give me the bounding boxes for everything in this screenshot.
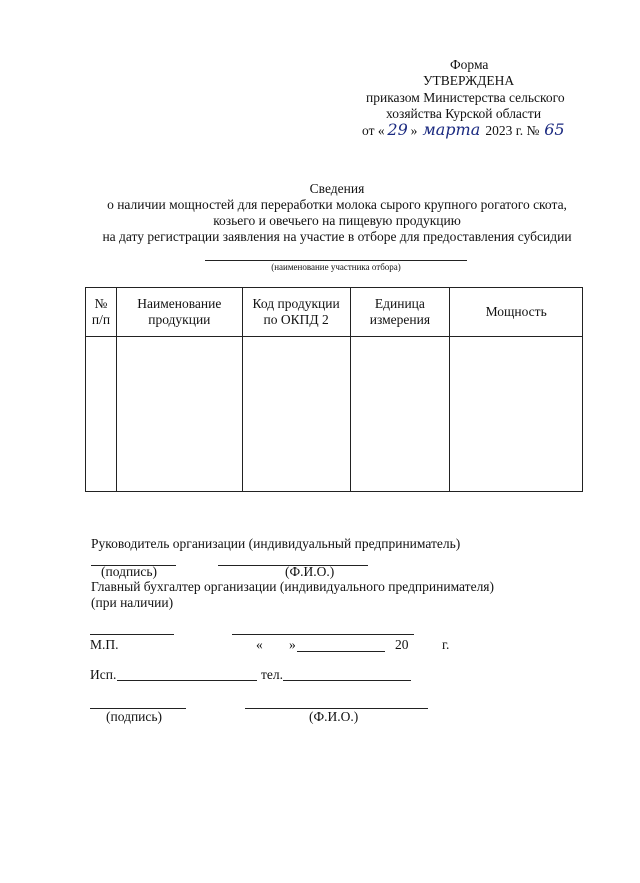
table-cell[interactable] [86,337,117,492]
header-capacity: Мощность [450,288,583,337]
table-cell[interactable] [116,337,242,492]
table-row [86,337,583,492]
participant-caption: (наименование участника отбора) [271,262,401,272]
approval-authority: приказом Министерства сельского [366,90,565,105]
date-prefix: от « [362,123,385,138]
table-header-row [86,288,583,337]
executor-sign-caption: (подпись) [106,709,163,724]
executor-fio-caption: (Ф.И.О.) [309,709,359,724]
approved-label: УТВЕРЖДЕНА [423,73,515,88]
header-product-name: Наименование продукции [116,288,242,337]
doc-subtitle-1: о наличии мощностей для переработки молока сырого крупного рогатого скота, [107,197,567,212]
accountant-sign-line[interactable] [90,634,174,635]
accountant-label: Главный бухгалтер организации (индивидуального предпринимателя) [91,579,495,594]
tel-line[interactable] [283,680,411,681]
date-year: 20 [395,637,409,652]
head-sign-caption: (подпись) [101,564,158,579]
isp-line[interactable] [117,680,257,681]
table-cell[interactable] [350,337,450,492]
handwritten-month: марта [422,120,481,139]
date-quote-open: « [256,637,263,652]
handwritten-number: 65 [544,120,565,139]
head-label: Руководитель организации (индивидуальный предприниматель) [91,536,461,551]
head-fio-caption: (Ф.И.О.) [285,564,335,579]
handwritten-day: 29 [387,120,408,139]
doc-title: Сведения [309,181,365,196]
date-quote-close: » [289,637,296,652]
approval-authority-2: хозяйства Курской области [386,106,542,121]
doc-subtitle-2: козьего и овечьего на пищевую продукцию [213,213,461,228]
participant-name-line [205,260,467,261]
capacity-table [85,287,583,492]
tel-label: тел. [261,667,284,682]
date-mid: » [410,123,418,138]
date-g: г. [442,637,450,652]
isp-label: Исп. [90,667,117,682]
header-okpd-code: Код продукции по ОКПД 2 [242,288,350,337]
table-cell[interactable] [242,337,350,492]
stamp-label: М.П. [90,637,119,652]
accountant-note: (при наличии) [91,595,174,610]
date-month-line[interactable] [297,651,385,652]
doc-subtitle-3: на дату регистрации заявления на участие в отборе для предоставления субсидии [102,229,572,244]
form-label: Форма [450,57,489,72]
header-unit: Единица измерения [350,288,450,337]
date-year: 2023 г. № [485,123,540,138]
approval-date-line [362,122,569,139]
accountant-fio-line[interactable] [232,634,414,635]
header-number: № п/п [86,288,117,337]
table-cell[interactable] [450,337,583,492]
